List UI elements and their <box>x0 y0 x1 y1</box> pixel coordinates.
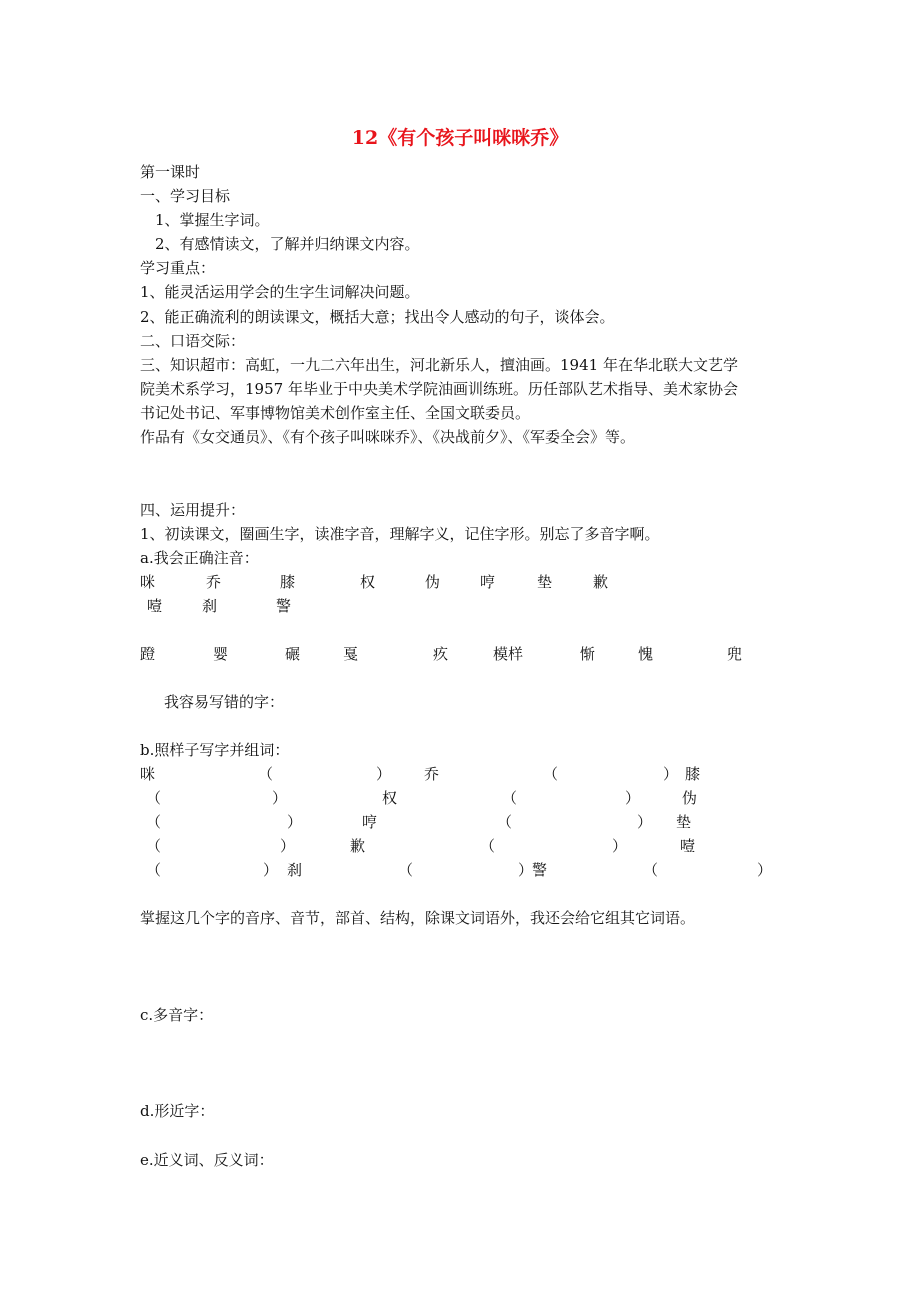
compose-cell: ） <box>637 813 653 831</box>
pinyin-char: 婴 <box>213 645 229 663</box>
pinyin-char: 惭 <box>580 645 596 663</box>
pinyin-char: 哼 <box>480 573 496 591</box>
document-title: 12《有个孩子叫咪咪乔》 <box>351 127 569 149</box>
compose-cell: 咪 <box>140 765 156 783</box>
compose-cell: ） <box>272 789 288 807</box>
apply-instruction: 1、初读课文，圈画生字，读准字音，理解字义，记住字形。别忘了多音字啊。 <box>140 525 660 543</box>
apply-heading: 四、运用提升： <box>140 501 246 519</box>
compose-cell: ） <box>757 861 773 879</box>
compose-cell: 噎 <box>680 837 696 855</box>
pinyin-char: 伪 <box>425 573 441 591</box>
knowledge-line: 作品有《女交通员》、《有个孩子叫咪咪乔》、《决战前夕》、《军委全会》等。 <box>140 428 636 446</box>
knowledge-line: 书记处书记、军事博物馆美术创作室主任、全国文联委员。 <box>140 404 531 422</box>
knowledge-line: 院美术系学习，1957 年毕业于中央美术学院油画训练班。历任部队艺术指导、美术家协会 <box>140 380 738 398</box>
section-c-heading: c.多音字： <box>140 1006 214 1024</box>
compose-cell: ） <box>280 837 296 855</box>
compose-cell: （ <box>480 837 496 855</box>
pinyin-char: 刹 <box>202 597 218 615</box>
compose-cell: 警 <box>532 861 548 879</box>
focus-heading: 学习重点： <box>140 259 216 277</box>
pinyin-char: 权 <box>360 573 376 591</box>
pinyin-char: 戛 <box>343 645 359 663</box>
easy-wrong-label: 我容易写错的字： <box>164 693 285 711</box>
pinyin-char: 警 <box>276 597 292 615</box>
focus-item: 2、能正确流利的朗读课文，概括大意；找出令人感动的句子，谈体会。 <box>140 308 615 326</box>
compose-cell: （ <box>146 837 162 855</box>
compose-cell: （ <box>146 789 162 807</box>
focus-item: 1、能灵活运用学会的生字生词解决问题。 <box>140 283 420 301</box>
compose-cell: （ <box>502 789 518 807</box>
lesson-label: 第一课时 <box>140 163 201 181</box>
compose-cell: 伪 <box>682 789 698 807</box>
compose-cell: ） <box>376 765 392 783</box>
pinyin-char: 模样 <box>493 645 524 663</box>
compose-cell: （ <box>146 813 162 831</box>
pinyin-char: 疚 <box>433 645 449 663</box>
pinyin-char: 乔 <box>206 573 222 591</box>
section-e-heading: e.近义词、反义词： <box>140 1151 274 1169</box>
master-note: 掌握这几个字的音序、音节，部首、结构，除课文词语外，我还会给它组其它词语。 <box>140 909 696 927</box>
compose-cell: ） <box>625 789 641 807</box>
compose-cell: （ <box>643 861 659 879</box>
compose-cell: ） <box>518 861 534 879</box>
pinyin-char: 蹬 <box>140 645 156 663</box>
compose-cell: （ <box>258 765 274 783</box>
knowledge-line: 三、知识超市：高虹，一九二六年出生，河北新乐人，擅油画。1941 年在华北联大文艺学 <box>140 356 738 374</box>
compose-cell: 刹 <box>287 861 303 879</box>
pinyin-char: 咪 <box>140 573 156 591</box>
compose-cell: ） <box>612 837 628 855</box>
goal-item: 2、有感情读文，了解并归纳课文内容。 <box>155 235 420 253</box>
compose-cell: ） <box>287 813 303 831</box>
pinyin-char: 垫 <box>537 573 553 591</box>
goal-item: 1、掌握生字词。 <box>155 211 270 229</box>
compose-cell: 垫 <box>676 813 692 831</box>
compose-cell: （ <box>543 765 559 783</box>
compose-cell: （ <box>398 861 414 879</box>
pinyin-char: 碾 <box>285 645 301 663</box>
compose-cell: 歉 <box>350 837 366 855</box>
compose-cell: （ <box>497 813 513 831</box>
compose-cell: 膝 <box>685 765 701 783</box>
compose-cell: 哼 <box>362 813 378 831</box>
pinyin-char: 歉 <box>593 573 609 591</box>
compose-cell: 乔 <box>424 765 440 783</box>
compose-cell: ） <box>263 861 279 879</box>
oral-heading: 二、口语交际： <box>140 332 246 350</box>
pinyin-char: 兜 <box>727 645 743 663</box>
pinyin-char: 膝 <box>280 573 296 591</box>
pinyin-char: 噎 <box>147 597 163 615</box>
goals-heading: 一、学习目标 <box>140 187 231 205</box>
section-a-heading: a.我会正确注音： <box>140 549 259 567</box>
compose-cell: ） <box>663 765 679 783</box>
section-b-heading: b.照样子写字并组词： <box>140 741 290 759</box>
pinyin-char: 愧 <box>638 645 654 663</box>
section-d-heading: d.形近字： <box>140 1102 215 1120</box>
compose-cell: 权 <box>382 789 398 807</box>
compose-cell: （ <box>146 861 162 879</box>
